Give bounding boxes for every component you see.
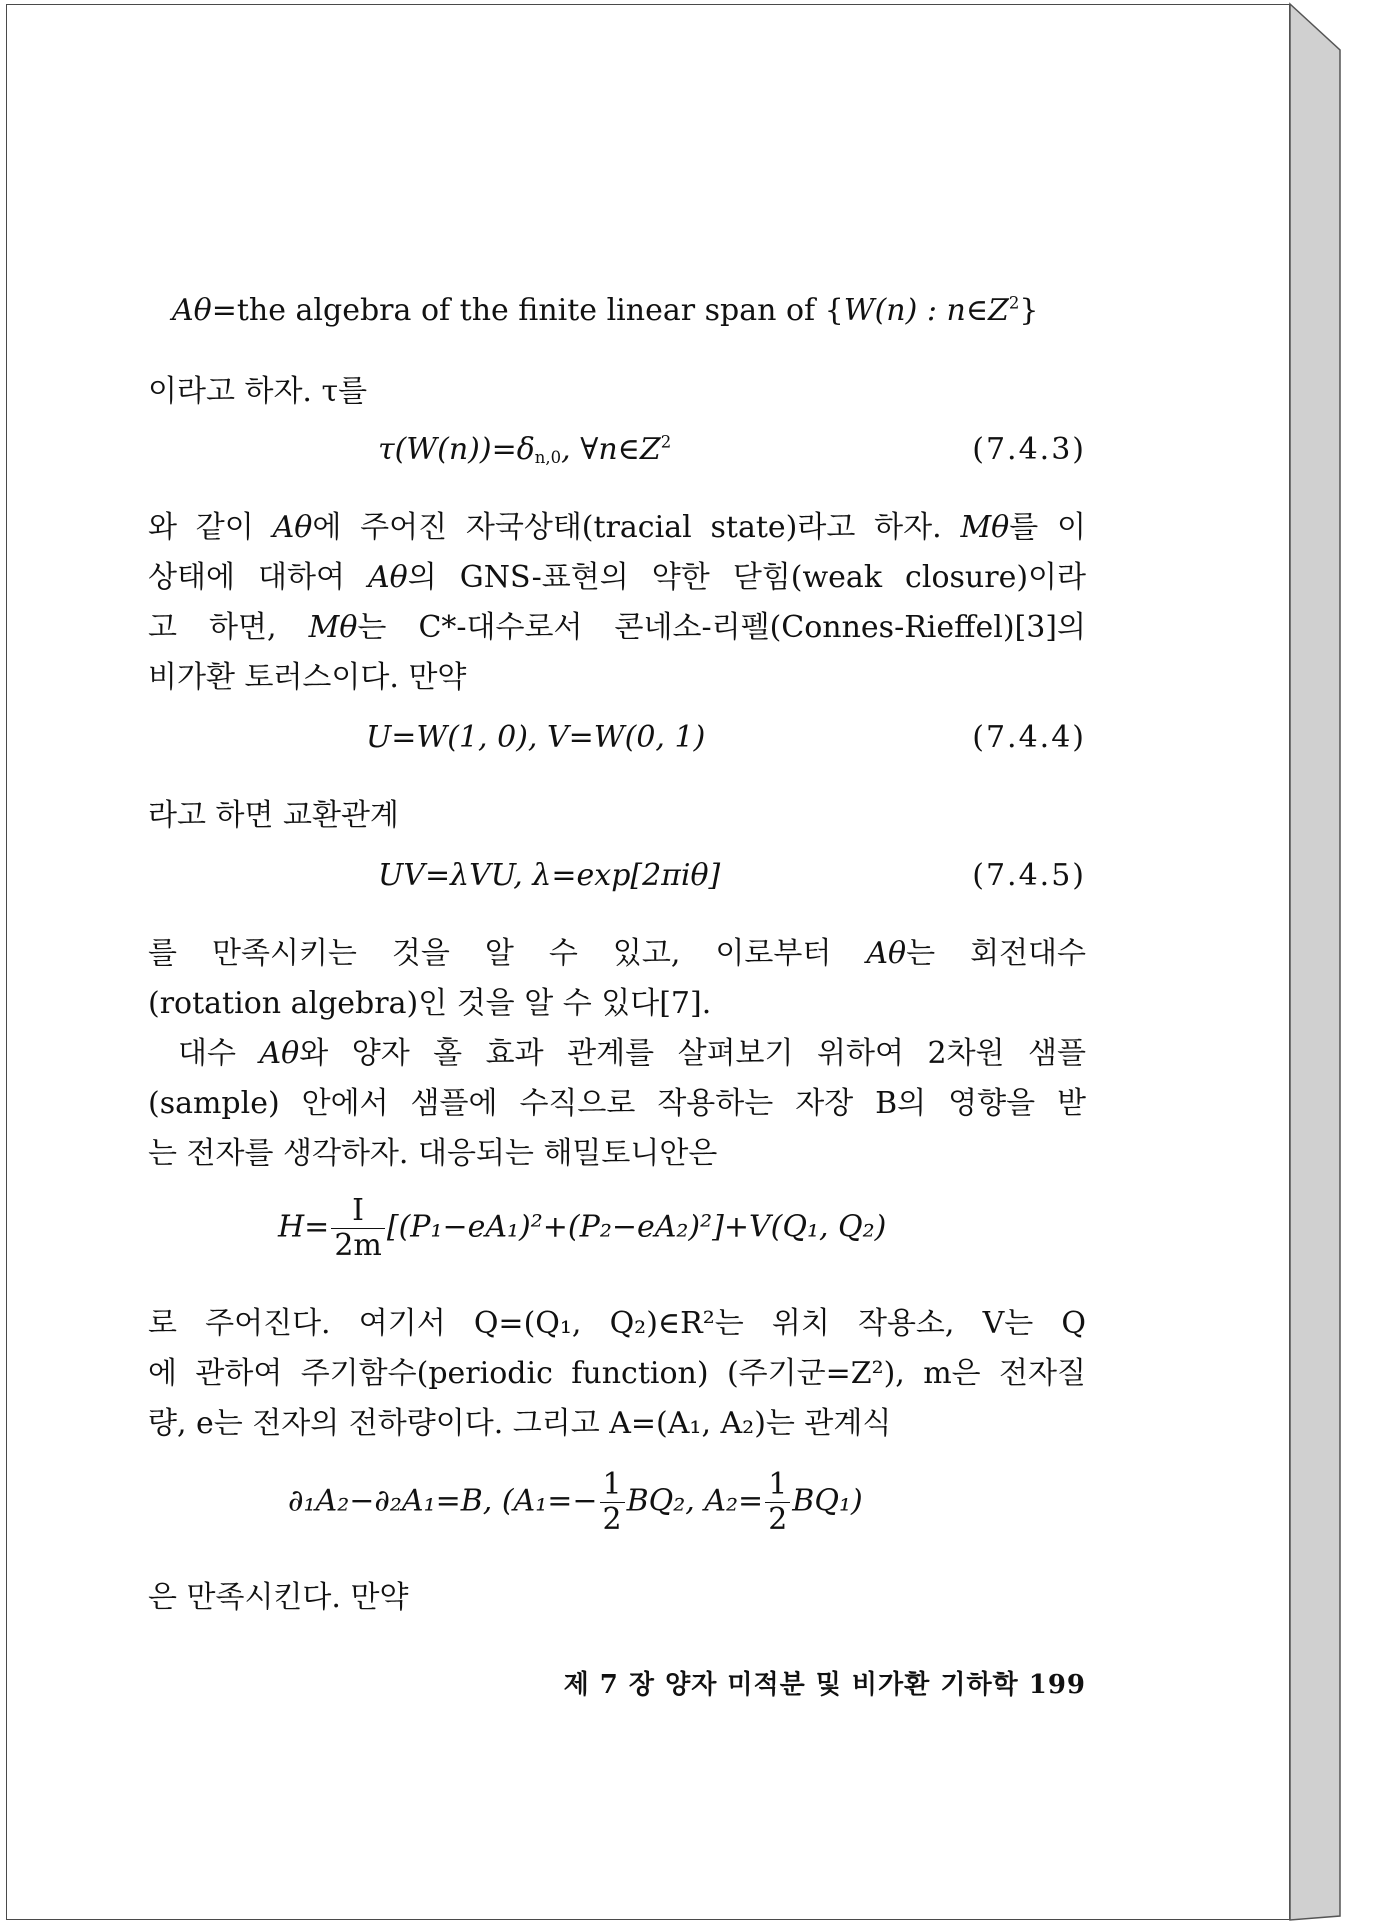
relation-fraction-1: $\frac{1}{2}$ <box>600 1470 625 1535</box>
paragraph-1-line-4: 비가환 토러스이다. 만약 <box>148 660 467 695</box>
paragraph-1-line-1: 와 같이 Aθ에 주어진 자국상태(tracial state)라고 하자. Mθ를 이 <box>148 510 1086 545</box>
paragraph-4-line-1: 로 주어진다. 여기서 Q=(Q₁, Q₂)∈R²는 위치 작용소, V는 Q <box>148 1306 1086 1341</box>
equation-7-4-4: U=W(1, 0), V=W(0, 1) <box>366 720 706 755</box>
relation-equation: ∂₁A₂−∂₂A₁=B, (A₁=− $\frac{1}{2}$ BQ₂, A₂= $\frac{1}{2}$ BQ₁) <box>288 1467 863 1537</box>
line-commutation: 라고 하면 교환관계 <box>148 798 399 833</box>
paragraph-2-line-1: 를 만족시키는 것을 알 수 있고, 이로부터 Aθ는 회전대수 <box>148 936 1087 971</box>
paragraph-1-line-3: 고 하면, Mθ는 C*-대수로서 콘네소-리펠(Connes-Rieffel)[3]의 <box>148 610 1086 645</box>
line-let-tau: 이라고 하자. τ를 <box>148 374 368 409</box>
paragraph-3-line-3: 는 전자를 생각하자. 대응되는 해밀토니안은 <box>148 1136 718 1171</box>
paragraph-4-line-2: 에 관하여 주기함수(periodic function) (주기군=Z²), m은 전자질 <box>148 1356 1086 1391</box>
page-footer: 제 7 장 양자 미적분 및 비가환 기하학 199 <box>563 1670 1086 1700</box>
line-a-theta-definition: Aθ=the algebra of the finite linear span of {W(n) : $n\in Z^2$} <box>172 293 1039 328</box>
hamiltonian-equation: H= $\frac{I}{2m}$ [(P₁−eA₁)²+(P₂−eA₂)²]+V(Q₁, Q₂) <box>278 1193 887 1263</box>
relation-fraction-2: $\frac{1}{2}$ <box>765 1470 790 1535</box>
equation-number-7-4-5: (7.4.5) <box>972 858 1086 893</box>
line-final: 은 만족시킨다. 만약 <box>148 1580 409 1615</box>
paragraph-1-line-2: 상태에 대하여 Aθ의 GNS-표현의 약한 닫힘(weak closure)이라 <box>148 560 1086 595</box>
equation-number-7-4-4: (7.4.4) <box>972 720 1086 755</box>
equation-number-7-4-3: (7.4.3) <box>972 432 1086 467</box>
equation-7-4-5: UV=λVU, λ=exp[2πiθ] <box>378 858 721 893</box>
equation-7-4-3: $\tau(W(n))=\delta_{n,0}$, $\forall n\in Z^2$ <box>378 432 672 468</box>
paragraph-2-line-2: (rotation algebra)인 것을 알 수 있다[7]. <box>148 986 712 1021</box>
hamiltonian-fraction: $\frac{I}{2m}$ <box>331 1196 385 1261</box>
page-stack-side <box>1290 4 1340 1920</box>
paragraph-3-line-1: 대수 Aθ와 양자 홀 효과 관계를 살펴보기 위하여 2차원 샘플 <box>178 1036 1086 1071</box>
paragraph-3-line-2: (sample) 안에서 샘플에 수직으로 작용하는 자장 B의 영향을 받 <box>148 1086 1086 1121</box>
paragraph-4-line-3: 량, e는 전자의 전하량이다. 그리고 A=(A₁, A₂)는 관계식 <box>148 1406 892 1441</box>
a-theta-symbol: Aθ <box>172 293 212 328</box>
